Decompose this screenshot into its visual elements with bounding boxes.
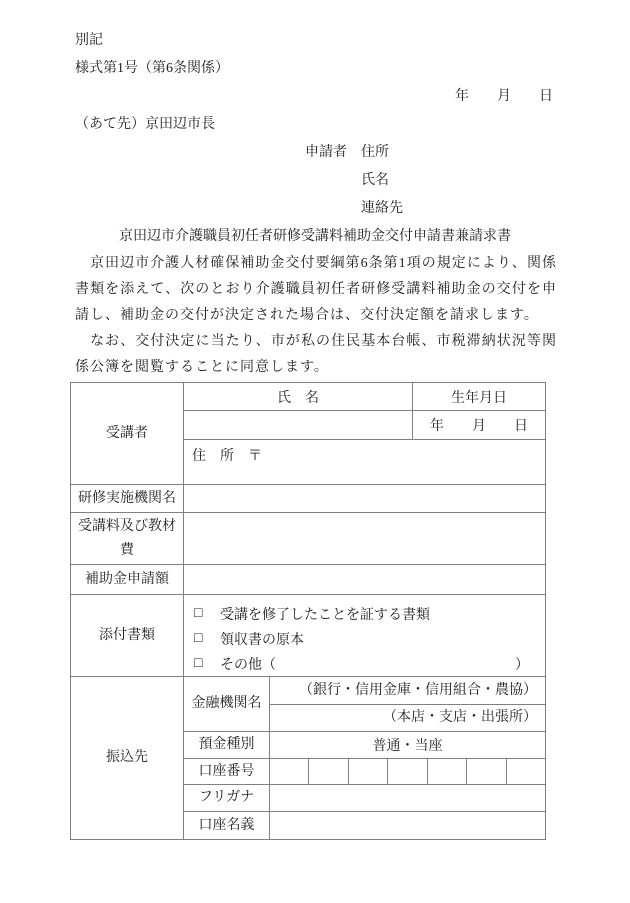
applicant-fields bbox=[361, 139, 403, 223]
amount-row bbox=[71, 564, 545, 594]
applicant-field-contact: 連絡先 bbox=[361, 201, 403, 216]
account-name-label-cell: 口座名義 bbox=[198, 817, 255, 833]
amount-value-cell bbox=[183, 565, 545, 594]
form-number-text: 様式第1号（第6条関係） bbox=[75, 61, 229, 76]
attachment-item-close-paren: ） bbox=[515, 657, 529, 673]
bank-label-cell: 金融機関名 bbox=[191, 695, 262, 711]
account-number-row bbox=[184, 758, 545, 784]
form-title: 京田辺市介護職員初任者研修受講料補助金交付申請書兼請求書 bbox=[119, 229, 511, 244]
address-row bbox=[184, 439, 545, 484]
branch-type-options: （本店・支店・出張所） bbox=[270, 704, 545, 730]
attendee-value-row bbox=[184, 410, 545, 439]
applicant-block bbox=[305, 139, 630, 223]
furigana-row bbox=[184, 784, 545, 811]
date-line: 年 月 日 bbox=[455, 89, 553, 104]
account-digit-cell bbox=[506, 759, 545, 784]
attendee-row bbox=[71, 383, 545, 484]
fee-row bbox=[71, 512, 545, 564]
account-digit-cell bbox=[270, 759, 308, 784]
attachment-item-label: 受講を修了したことを証する書類 bbox=[220, 607, 430, 623]
org-value-cell bbox=[183, 485, 545, 512]
transfer-label-cell: 振込先 bbox=[106, 750, 148, 765]
attachment-item bbox=[184, 626, 545, 651]
training-org-row bbox=[71, 484, 545, 512]
amount-label-cell: 補助金申請額 bbox=[85, 571, 169, 587]
body-paragraph-1: 京田辺市介護人材確保補助金交付要綱第6条第1項の規定により、関係書類を添えて、次のとおり介護職員初任者研修受講料補助金の交付を申請し、補助金の交付が決定された場合は、交付決定額を請求します。 bbox=[75, 256, 557, 323]
address-cell: 住 所 〒 bbox=[192, 449, 262, 464]
bank-type-options: （銀行・信用金庫・信用組合・農協） bbox=[299, 683, 537, 698]
fee-label-cell: 受講料及び教材費 bbox=[78, 518, 176, 558]
attachments-list bbox=[183, 595, 545, 676]
account-digit-cell bbox=[427, 759, 466, 784]
attachment-item bbox=[184, 601, 545, 626]
account-digit-cell bbox=[387, 759, 426, 784]
checkbox-icon: □ bbox=[194, 605, 203, 621]
attachments-label-cell: 添付書類 bbox=[99, 627, 155, 643]
account-name-value-cell bbox=[269, 812, 545, 839]
account-number-label-cell: 口座番号 bbox=[198, 763, 255, 779]
attachments-row bbox=[71, 594, 545, 676]
birthdate-format-cell: 年 月 日 bbox=[412, 411, 545, 439]
bank-options bbox=[269, 677, 545, 731]
account-name-row bbox=[184, 811, 545, 839]
birthdate-header-cell: 生年月日 bbox=[412, 383, 545, 410]
furigana-label-cell: フリガナ bbox=[198, 790, 255, 806]
deposit-value-cell: 普通・当座 bbox=[269, 732, 545, 759]
form-table bbox=[70, 382, 546, 840]
fee-value-cell bbox=[183, 513, 545, 564]
attendee-header-row bbox=[184, 383, 545, 410]
account-number-cells bbox=[269, 759, 545, 784]
applicant-label: 申請者 bbox=[305, 145, 347, 160]
attachment-item-label: その他（ bbox=[220, 657, 276, 673]
transfer-row bbox=[71, 676, 545, 839]
applicant-field-name: 氏名 bbox=[361, 173, 389, 188]
account-digit-cell bbox=[466, 759, 505, 784]
deposit-type-row bbox=[184, 731, 545, 759]
checkbox-icon: □ bbox=[194, 630, 203, 646]
name-input-cell bbox=[184, 411, 412, 439]
deposit-label-cell: 預金種別 bbox=[198, 737, 255, 753]
applicant-field-address: 住所 bbox=[361, 145, 389, 160]
name-header-cell: 氏 名 bbox=[277, 390, 319, 406]
org-label-cell: 研修実施機関名 bbox=[78, 490, 176, 506]
addressee-text: （あて先）京田辺市長 bbox=[75, 117, 215, 132]
annotation-text: 別記 bbox=[75, 33, 103, 48]
bank-row bbox=[184, 677, 545, 731]
checkbox-icon: □ bbox=[194, 655, 203, 671]
attachment-item bbox=[184, 651, 545, 676]
body-paragraph-2: なお、交付決定に当たり、市が私の住民基本台帳、市税滞納状況等関係公簿を閲覧することに同意します。 bbox=[75, 334, 557, 375]
furigana-value-cell bbox=[269, 785, 545, 811]
attendee-label-cell: 受講者 bbox=[106, 425, 148, 441]
account-digit-cell bbox=[348, 759, 387, 784]
attendee-sub bbox=[183, 383, 545, 484]
transfer-sub bbox=[183, 677, 545, 839]
attachment-item-label: 領収書の原本 bbox=[220, 632, 304, 648]
account-digit-cell bbox=[308, 759, 347, 784]
